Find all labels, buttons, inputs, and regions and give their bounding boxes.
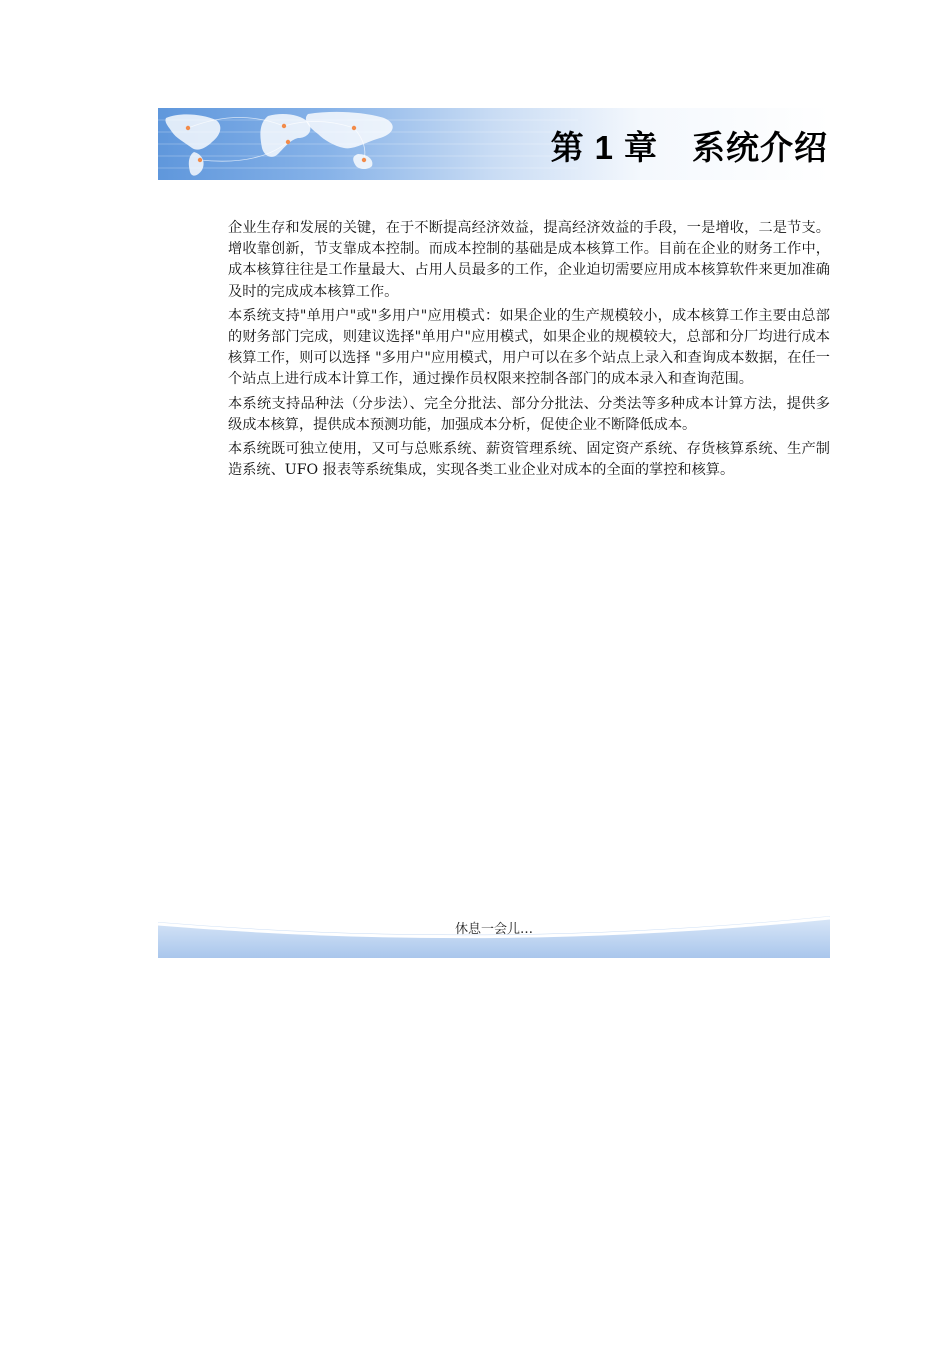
chapter-banner xyxy=(158,108,830,180)
chapter-suffix: 章 xyxy=(624,128,658,167)
footer-band xyxy=(158,914,830,958)
chapter-prefix: 第 xyxy=(550,128,585,167)
paragraph: 本系统支持"单用户"或"多用户"应用模式：如果企业的生产规模较小，成本核算工作主要由总部的财务部门完成，则建议选择"单用户"应用模式，如果企业的规模较大，总部和分厂均进行成本核算工作，则可以选择 "多用户"应用模式，用户可以在多个站点上录入和查询成本数据，在任一个站点上进行成本计算工作，通过操作员权限来控制各部门的成本录入和查询范围。 xyxy=(228,307,830,388)
paragraph: 本系统支持品种法（分步法）、完全分批法、部分分批法、分类法等多种成本计算方法，提供多级成本核算，提供成本预测功能，加强成本分析，促使企业不断降低成本。 xyxy=(228,395,830,433)
footer-text: 休息一会儿… xyxy=(454,922,533,937)
paragraph: 企业生存和发展的关键，在于不断提高经济效益，提高经济效益的手段，一是增收，二是节支。增收靠创新，节支靠成本控制。而成本控制的基础是成本核算工作。目前在企业的财务工作中，成本核算往往是工作量最大、占用人员最多的工作，企业迫切需要应用成本核算软件来更加准确及时的完成成本核算工作。 xyxy=(228,220,830,300)
body-text xyxy=(228,218,830,484)
paragraph: 本系统既可独立使用，又可与总账系统、薪资管理系统、固定资产系统、存货核算系统、生产制造系统、UFO 报表等系统集成，实现各类工业企业对成本的全面的掌控和核算。 xyxy=(228,441,830,479)
chapter-name: 系统介绍 xyxy=(692,128,828,167)
chapter-number: 1 xyxy=(594,129,614,166)
chapter-title xyxy=(551,122,828,169)
world-map-graphic xyxy=(158,108,578,180)
